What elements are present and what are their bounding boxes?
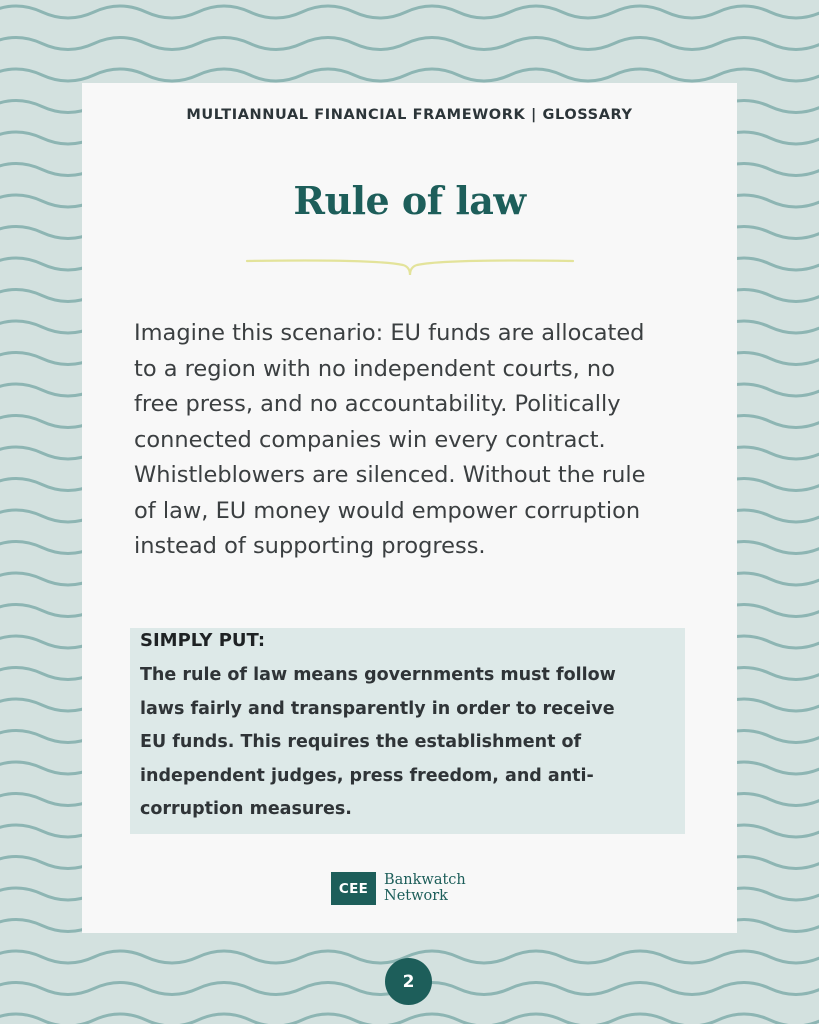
body-line: connected companies win every contract. <box>134 426 606 453</box>
curly-brace-divider-icon <box>245 257 575 279</box>
body-line: Imagine this scenario: EU funds are allocated <box>134 320 645 346</box>
glossary-card <box>82 83 737 933</box>
body-paragraph <box>134 316 685 565</box>
simply-put-text <box>140 659 660 827</box>
body-line: Whistleblowers are silenced. Without the rule <box>134 462 646 488</box>
body-line: instead of supporting progress. <box>134 533 486 559</box>
logo-line-2: Network <box>384 887 448 904</box>
body-line: of law, EU money would empower corruption <box>134 497 641 524</box>
glossary-kicker: MULTIANNUAL FINANCIAL FRAMEWORK | GLOSSARY <box>186 107 633 123</box>
simply-put-line: independent judges, press freedom, and anti- <box>140 765 594 786</box>
body-line: to a region with no independent courts, no <box>134 355 615 382</box>
body-line: free press, and no accountability. Politically <box>134 391 621 417</box>
logo-line-1: Bankwatch <box>384 872 466 888</box>
wave-line <box>0 69 819 81</box>
simply-put-line: The rule of law means governments must follow <box>140 665 616 685</box>
page-number-badge: 2 <box>385 958 432 1005</box>
bankwatch-logo <box>331 872 466 905</box>
page-title: Rule of law <box>293 178 526 223</box>
logo-wordmark <box>384 873 466 904</box>
simply-put-line: corruption measures. <box>140 799 352 819</box>
wave-line <box>0 38 819 50</box>
logo-box: CEE <box>331 872 376 905</box>
wave-line <box>0 6 819 18</box>
simply-put-line: EU funds. This requires the establishment of <box>140 732 582 752</box>
wave-line <box>0 1014 819 1024</box>
simply-put-heading: SIMPLY PUT: <box>140 630 266 651</box>
simply-put-line: laws fairly and transparently in order to receive <box>140 698 615 719</box>
simply-put-box <box>130 628 685 834</box>
